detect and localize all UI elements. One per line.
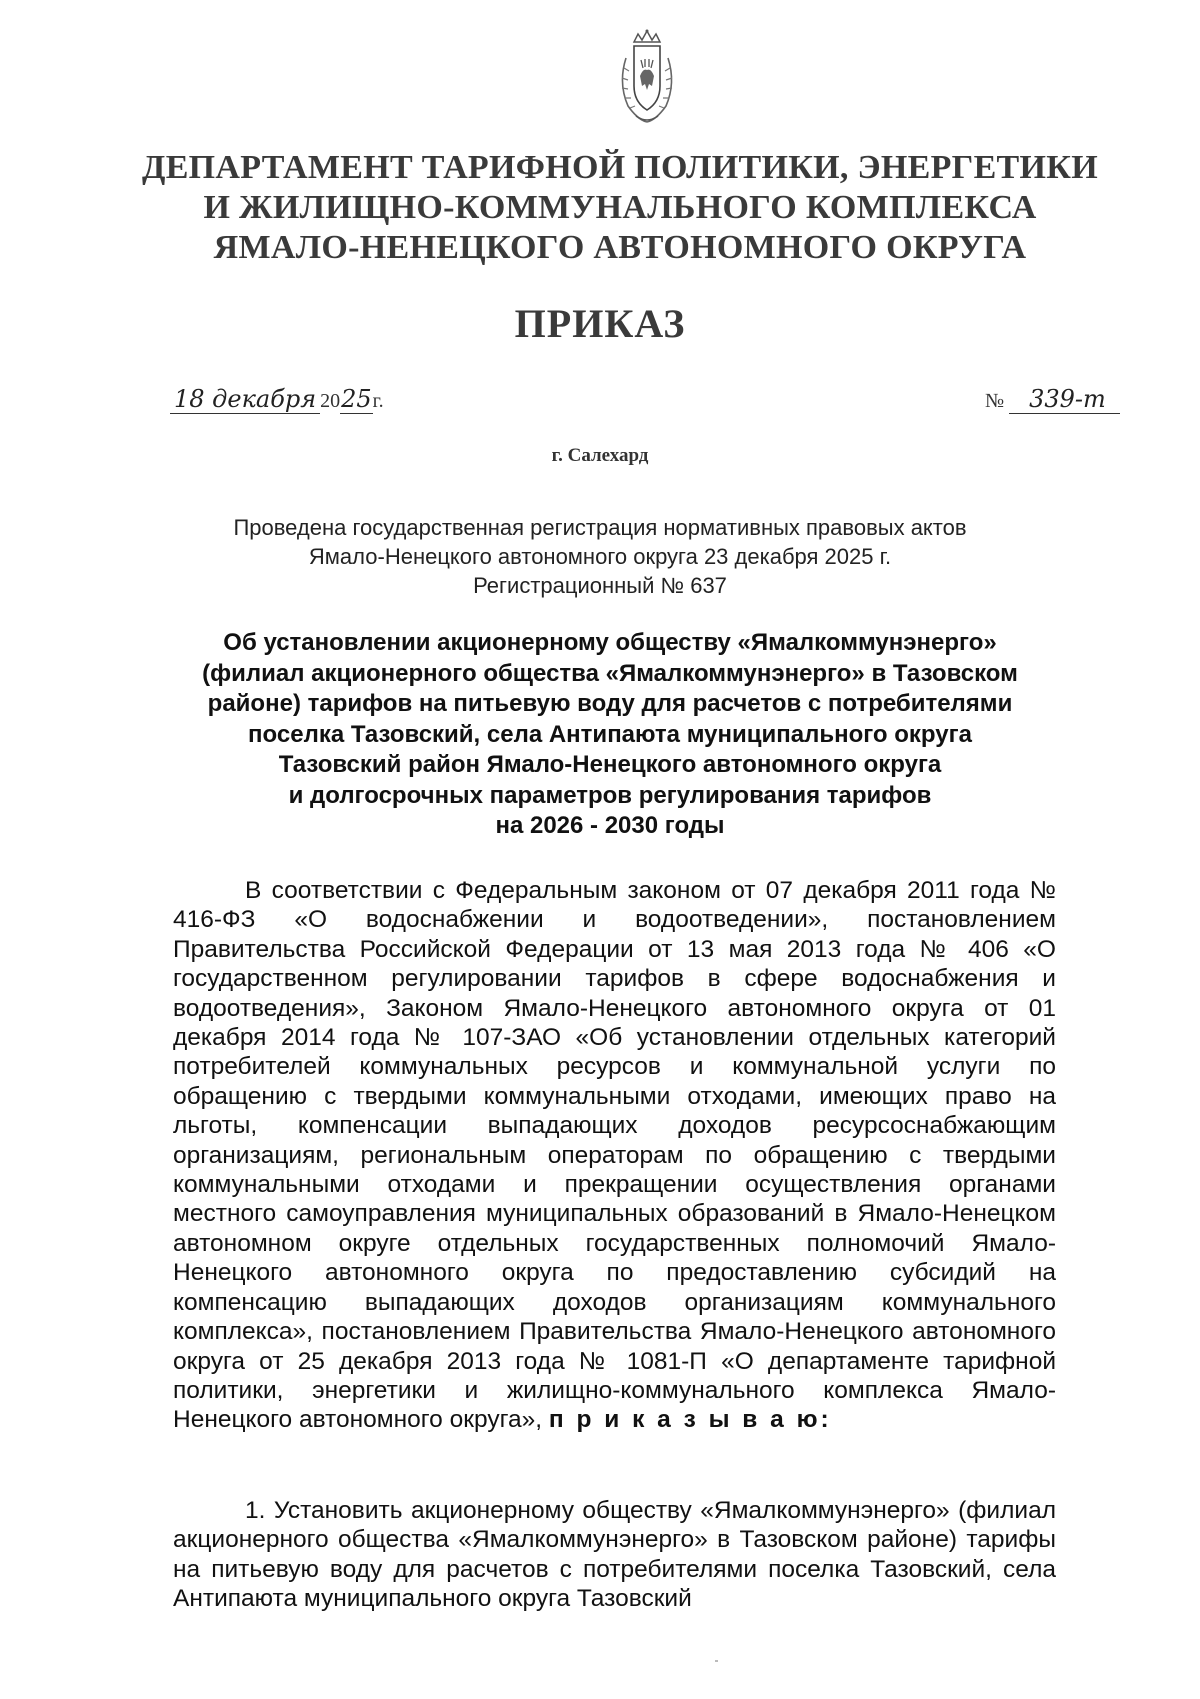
- page-mark: [715, 1660, 718, 1662]
- registration-line-3: Регистрационный № 637: [473, 573, 727, 598]
- subject-line-2: (филиал акционерного общества «Ямалкоммунэнерго» в Тазовском: [202, 659, 1018, 687]
- subject-line-7: на 2026 - 2030 годы: [495, 812, 725, 839]
- order-title: ПРИКАЗ: [514, 301, 686, 346]
- preamble-text: В соответствии с Федеральным законом от 07 декабря 2011 года № 416-ФЗ «О водоснабжении и водоотведении», постановлением Правительства Российской Федерации от 13 мая 2013 года № 406 «О государственном регулировании тарифов в сфере водоснабжения и водоотведения», Законом Ямало-Ненецкого автономного округа от 01 декабря 2014 года № 107-ЗАО «Об установлении отдельных категорий потребителей коммунальных ресурсов и коммунальной услуги по обращению с твердыми коммунальными отходами, имеющих право на льготы, компенсации выпадающих доходов ресурсоснабжающим организациям, региональным операторам по обращению с твердыми коммунальными отходами и прекращении осуществления органами местного самоуправления муниципальных образований в Ямало-Ненецком автономном округе отдельных государственных полномочий Ямало-Ненецкого автономного округа по предоставлению субсидий на компенсацию выпадающих доходов организациям коммунального комплекса», постановлением Правительства Ямало-Ненецкого автономного округа от 25 декабря 2013 года № 1081-П «О департаменте тарифной политики, энергетики и жилищно-коммунального комплекса Ямало-Ненецкого автономного округа»,: [173, 877, 1056, 1434]
- handwritten-year: 25: [341, 385, 372, 413]
- subject-line-5: Тазовский район Ямало-Ненецкого автономного округа: [278, 751, 942, 778]
- order-number: [985, 385, 1120, 413]
- registration-line-2: Ямало-Ненецкого автономного округа 23 декабря 2025 г.: [308, 544, 892, 569]
- order-subject: [160, 628, 1060, 842]
- subject-line-6: и долгосрочных параметров регулирования тарифов: [288, 781, 932, 809]
- coat-of-arms-icon: [612, 28, 682, 128]
- registration-stamp: [150, 513, 1050, 600]
- department-line-2: И ЖИЛИЩНО-КОММУНАЛЬНОГО КОМПЛЕКСА: [203, 189, 1037, 226]
- number-label: №: [985, 390, 1005, 412]
- subject-line-4: поселка Тазовский, села Антипаюта муниципального округа: [248, 720, 972, 748]
- registration-line-1: Проведена государственная регистрация нормативных правовых актов: [233, 515, 967, 540]
- order-date: [170, 385, 384, 413]
- handwritten-date: 18 декабря: [170, 385, 320, 414]
- department-line-1: ДЕПАРТАМЕНТ ТАРИФНОЙ ПОЛИТИКИ, ЭНЕРГЕТИКИ: [142, 149, 1098, 186]
- item-1-paragraph: 1. Установить акционерному обществу «Ямалкоммунэнерго» (филиал акционерного общества «Ямалкоммунэнерго» в Тазовском районе) тарифы на питьевую воду для расчетов с потребителями поселка Тазовский, села Антипаюта муниципального округа Тазовский: [173, 1497, 1056, 1613]
- subject-line-3: районе) тарифов на питьевую воду для расчетов с потребителями: [207, 690, 1013, 717]
- department-name: [120, 148, 1120, 268]
- order-directive: п р и к а з ы в а ю:: [548, 1406, 832, 1434]
- year-prefix: 20: [320, 390, 341, 412]
- preamble-paragraph: [173, 876, 1056, 1435]
- handwritten-number: 339-т: [1009, 385, 1120, 414]
- city: г. Салехард: [551, 445, 649, 466]
- year-unit: г.: [372, 390, 384, 412]
- subject-line-1: Об установлении акционерному обществу «Ямалкоммунэнерго»: [223, 629, 997, 656]
- department-line-3: ЯМАЛО-НЕНЕЦКОГО АВТОНОМНОГО ОКРУГА: [213, 229, 1027, 266]
